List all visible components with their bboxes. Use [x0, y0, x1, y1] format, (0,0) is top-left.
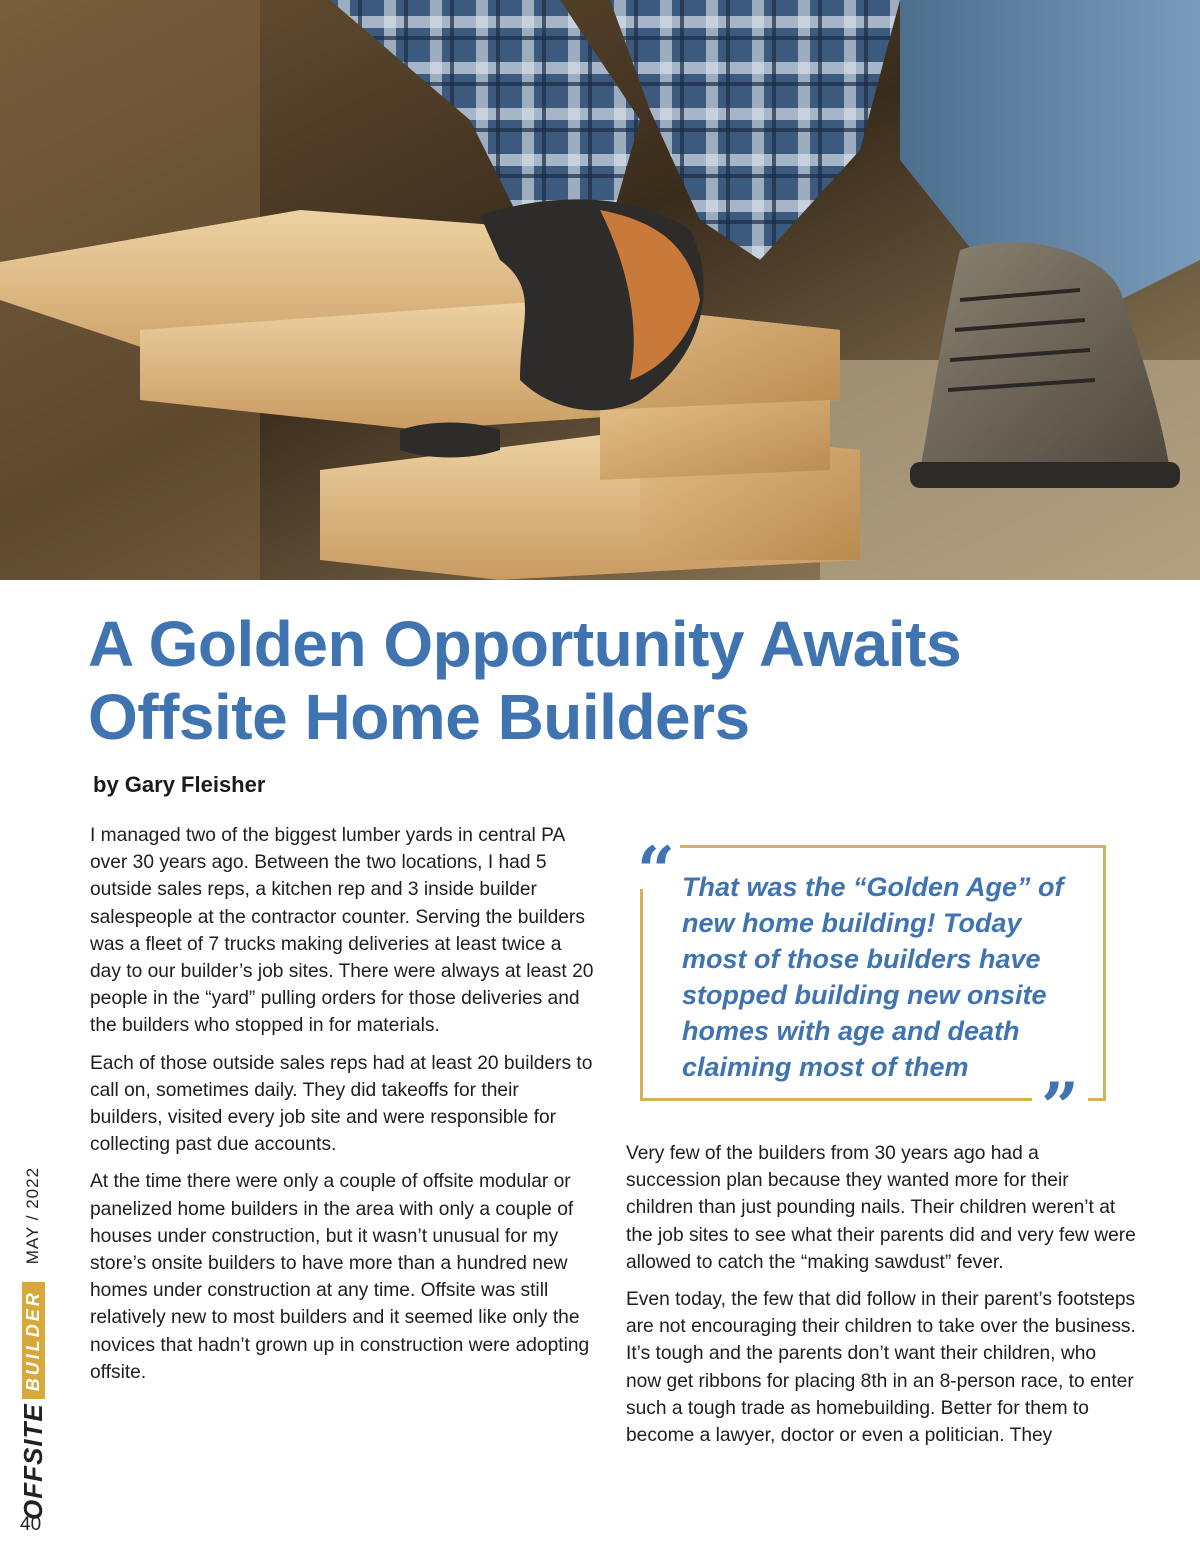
- brand-builder: BUILDER: [22, 1282, 45, 1399]
- article-title-line-2: Offsite Home Builders: [88, 681, 750, 753]
- pull-quote: [637, 832, 1106, 1146]
- body-paragraph: Even today, the few that did follow in their parent’s footsteps are not encouraging their children to take over the business. It’s tough and the parents don’t want their children, who now get ribbons for placing 8th in an 8-person race, to enter such a tough trade as homebuilding. Better for them to become a lawyer, doctor or even a politician. They: [626, 1289, 1136, 1447]
- left-column: [90, 822, 595, 1396]
- article-title: [88, 608, 1148, 754]
- issue-date: MAY / 2022: [23, 1166, 42, 1265]
- hero-photo: [0, 0, 1200, 580]
- right-column: [626, 1140, 1136, 1459]
- body-paragraph: Very few of the builders from 30 years ago had a succession plan because they wanted more for their children than just pounding nails. Their children weren’t at the job sites to see what their parents did and very few were allowed to catch the “making sawdust” fever.: [626, 1143, 1136, 1273]
- article-byline: by Gary Fleisher: [93, 772, 266, 797]
- pull-quote-text: That was the “Golden Age” of new home building! Today most of those builders have stopped building new onsite homes with age and death claiming most of them: [682, 872, 1064, 1082]
- article-title-line-1: A Golden Opportunity Awaits: [88, 608, 962, 680]
- open-quote-mark: “: [632, 831, 680, 889]
- body-paragraph: At the time there were only a couple of offsite modular or panelized home builders in the area with only a couple of houses under construction, but it wasn’t unusual for my store’s onsite builders to have more than a hundred new homes under construction at any time. Offsite was still relatively new to most builders and it seemed like only the novices that hadn’t grown up in construction were adopting offsite.: [90, 1171, 590, 1383]
- close-quote-mark: ”: [1032, 1067, 1088, 1123]
- magazine-folio: [10, 1050, 56, 1520]
- body-paragraph: I managed two of the biggest lumber yards in central PA over 30 years ago. Between the two locations, I had 5 outside sales reps, a kitchen rep and 3 inside builder salespeople at the contractor counter. Serving the builders was a fleet of 7 trucks making deliveries at least twice a day to our builder’s job sites. There were always at least 20 people in the “yard” pulling orders for those deliveries and the builders who stopped in for materials.: [90, 825, 594, 1037]
- brand-offsite: OFFSITE: [17, 1403, 48, 1520]
- body-paragraph: Each of those outside sales reps had at least 20 builders to call on, sometimes daily. They did takeoffs for their builders, visited every job site and were responsible for collecting past due accounts.: [90, 1052, 593, 1156]
- page-number: 40: [20, 1514, 42, 1535]
